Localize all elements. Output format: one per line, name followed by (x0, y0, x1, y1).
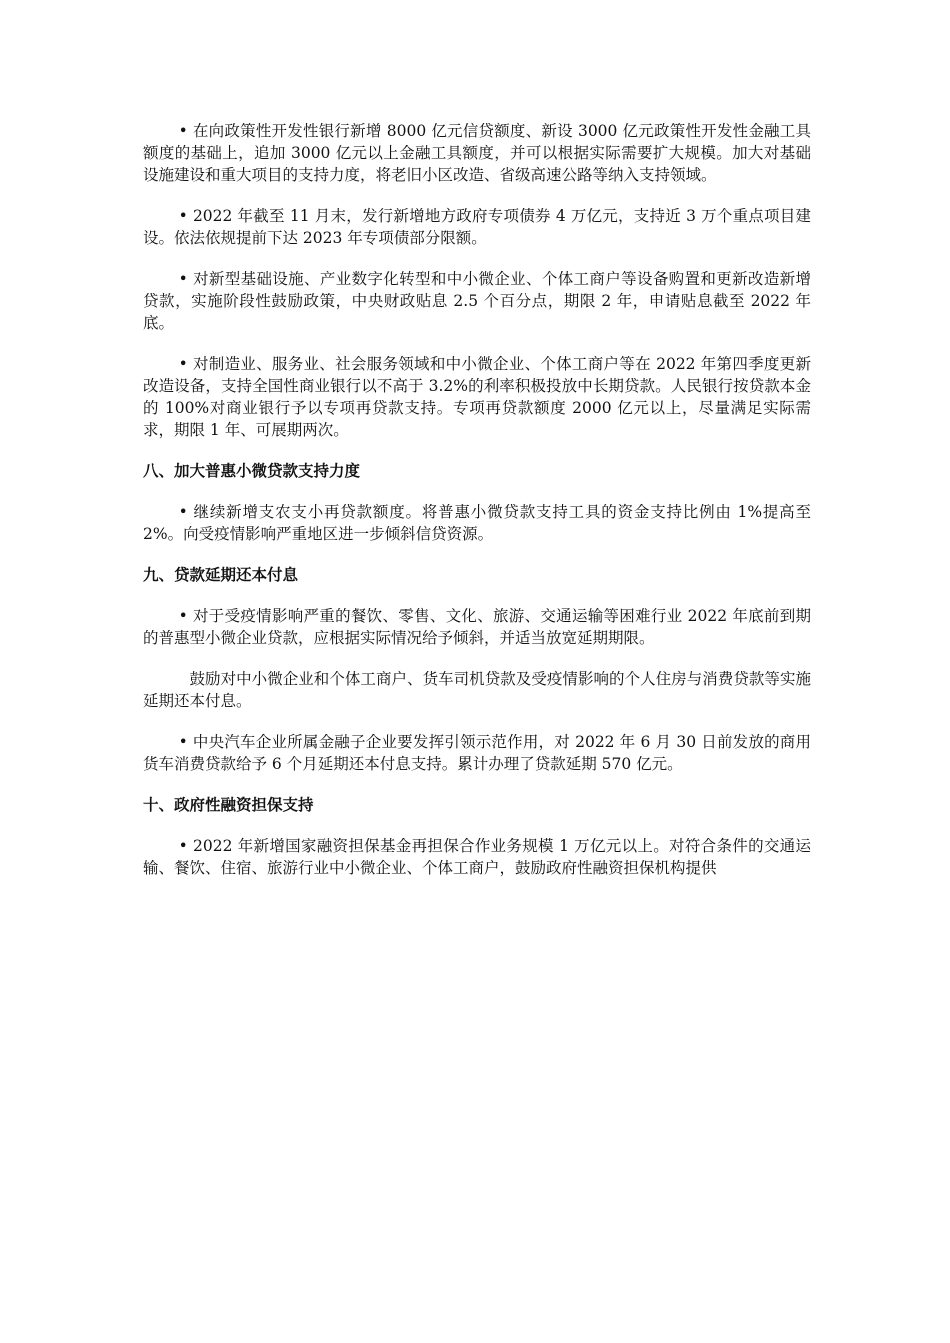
paragraph-special-bonds: • 2022 年截至 11 月末，发行新增地方政府专项债券 4 万亿元，支持近 3 万个重点项目建设。依法依规提前下达 2023 年专项债部分限额。 (143, 207, 811, 247)
section-heading-9: 九、贷款延期还本付息 (143, 566, 299, 584)
section-heading-10: 十、政府性融资担保支持 (143, 796, 314, 814)
paragraph-auto-finance: • 中央汽车企业所属金融子企业要发挥引领示范作用，对 2022 年 6 月 30 日前发放的商用货车消费贷款给予 6 个月延期还本付息支持。累计办理了贷款延期 570 亿元。 (143, 733, 811, 773)
paragraph-deferral-encourage: 鼓励对中小微企业和个体工商户、货车司机贷款及受疫情影响的个人住房与消费贷款等实施延期还本付息。 (143, 670, 811, 710)
paragraph-interest-subsidy: • 对新型基础设施、产业数字化转型和中小微企业、个体工商户等设备购置和更新改造新增贷款，实施阶段性鼓励政策，中央财政贴息 2.5 个百分点，期限 2 年，申请贴息截至 2022 年底。 (143, 270, 811, 332)
paragraph-equipment-relending: • 对制造业、服务业、社会服务领域和中小微企业、个体工商户等在 2022 年第四季度更新改造设备，支持全国性商业银行以不高于 3.2%的利率积极投放中长期贷款。人民银行按贷款本金的 100%对商业银行予以专项再贷款支持。专项再贷款额度 2000 亿元以上，尽量满足实际需求，期限 1 年、可展期两次。 (143, 355, 811, 439)
paragraph-guarantee-fund: • 2022 年新增国家融资担保基金再担保合作业务规模 1 万亿元以上。对符合条件的交通运输、餐饮、住宿、旅游行业中小微企业、个体工商户，鼓励政府性融资担保机构提供 (143, 837, 811, 877)
section-heading-8: 八、加大普惠小微贷款支持力度 (143, 462, 361, 480)
paragraph-policy-bank-credit: • 在向政策性开发性银行新增 8000 亿元信贷额度、新设 3000 亿元政策性开发性金融工具额度的基础上，追加 3000 亿元以上金融工具额度，并可以根据实际需要扩大规模。加大对基础设施建设和重大项目的支持力度，将老旧小区改造、省级高速公路等纳入支持领域。 (143, 122, 811, 184)
paragraph-deferral-industries: • 对于受疫情影响严重的餐饮、零售、文化、旅游、交通运输等困难行业 2022 年底前到期的普惠型小微企业贷款，应根据实际情况给予倾斜，并适当放宽延期期限。 (143, 607, 811, 647)
paragraph-inclusive-loans: • 继续新增支农支小再贷款额度。将普惠小微贷款支持工具的资金支持比例由 1%提高至 2%。向受疫情影响严重地区进一步倾斜信贷资源。 (143, 503, 811, 543)
document-page (143, 120, 811, 898)
